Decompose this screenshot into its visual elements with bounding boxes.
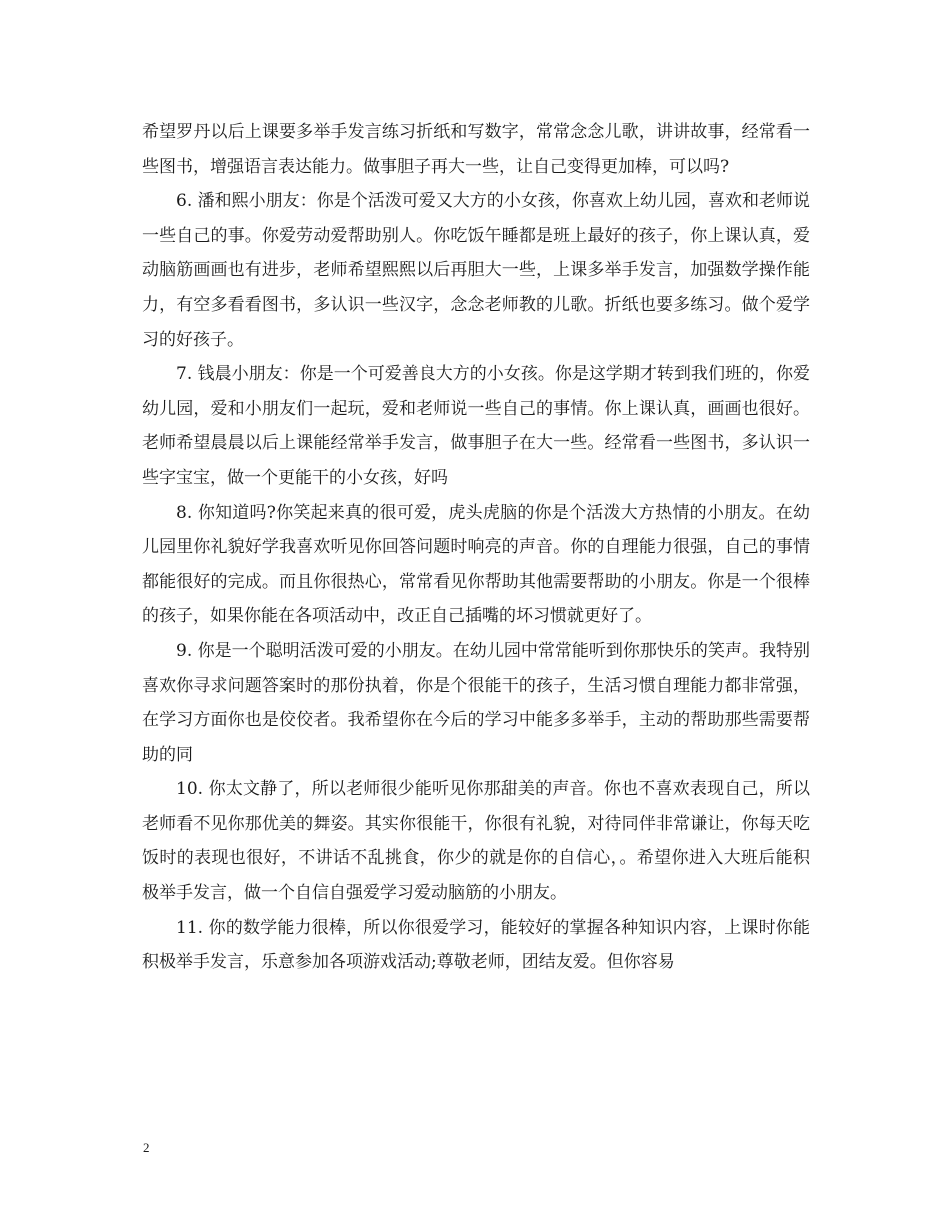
paragraph-6: 6. 潘和熙小朋友：你是个活泼可爱又大方的小女孩，你喜欢上幼儿园，喜欢和老师说一些自己的事。你爱劳动爱帮助别人。你吃饭午睡都是班上最好的孩子，你上课认真，爱动脑筋画画也有进步，老师希望熙熙以后再胆大一些，上课多举手发言，加强数学操作能力，有空多看看图书，多认识一些汉字，念念老师教的儿歌。折纸也要多练习。做个爱学习的好孩子。 [142,191,810,350]
paragraph-9: 9. 你是一个聪明活泼可爱的小朋友。在幼儿园中常常能听到你那快乐的笑声。我特别喜欢你寻求问题答案时的那份执着，你是个很能干的孩子，生活习惯自理能力都非常强，在学习方面你也是佼佼者。我希望你在今后的学习中能多多举手，主动的帮助那些需要帮助的同 [142,640,810,765]
paragraph-1: 希望罗丹以后上课要多举手发言练习折纸和写数字，常常念念儿歌，讲讲故事，经常看一些图书，增强语言表达能力。做事胆子再大一些，让自己变得更加棒，可以吗? [142,122,810,177]
page-number: 2 [143,1140,150,1155]
paragraph-10: 10. 你太文静了，所以老师很少能听见你那甜美的声音。你也不喜欢表现自己，所以老师看不见你那优美的舞姿。其实你很能干，你很有礼貌，对待同伴非常谦让，你每天吃饭时的表现也很好，不讲话不乱挑食，你少的就是你的自信心，。希望你进入大班后能积极举手发言，做一个自信自强爱学习爱动脑筋的小朋友。 [142,779,810,904]
paragraph-8: 8. 你知道吗?你笑起来真的很可爱，虎头虎脑的你是个活泼大方热情的小朋友。在幼儿园里你礼貌好学我喜欢听见你回答问题时响亮的声音。你的自理能力很强，自己的事情都能很好的完成。而且你很热心，常常看见你帮助其他需要帮助的小朋友。你是一个很棒的孩子，如果你能在各项活动中，改正自己插嘴的坏习惯就更好了。 [142,502,810,627]
paragraph-11: 11. 你的数学能力很棒，所以你很爱学习，能较好的掌握各种知识内容，上课时你能积极举手发言，乐意参加各项游戏活动;尊敬老师，团结友爱。但你容易 [142,917,810,973]
paragraph-7: 7. 钱晨小朋友：你是一个可爱善良大方的小女孩。你是这学期才转到我们班的，你爱幼儿园，爱和小朋友们一起玩，爱和老师说一些自己的事情。你上课认真，画画也很好。老师希望晨晨以后上课能经常举手发言，做事胆子在大一些。经常看一些图书，多认识一些字宝宝，做一个更能干的小女孩，好吗 [142,364,810,488]
document-body [142,115,810,980]
